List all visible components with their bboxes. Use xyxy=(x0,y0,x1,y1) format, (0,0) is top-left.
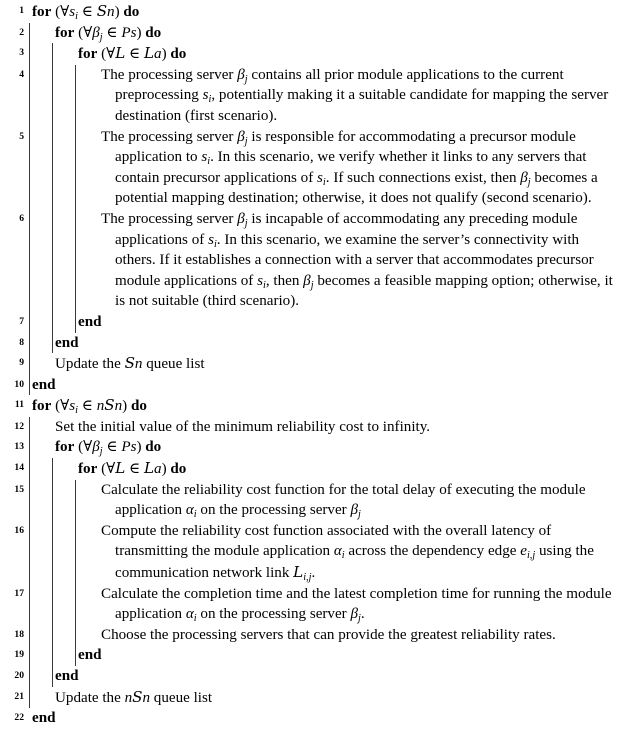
algorithm-line xyxy=(0,395,625,417)
statement-end: end xyxy=(55,334,79,351)
algorithm-line xyxy=(0,521,625,584)
line-number: 13 xyxy=(14,441,24,453)
line-number: 15 xyxy=(14,483,24,495)
statement-text: The processing server $\beta_j$ contains all prior module applications to the current preprocessing $s_i$, potentially making it a suitable candidate for mapping the server destination (first scenario). xyxy=(101,66,609,124)
statement-end: end xyxy=(32,710,56,727)
algorithm-line xyxy=(0,312,625,333)
indent-rule xyxy=(29,127,30,209)
indent-rule xyxy=(75,521,76,584)
statement-for: for (∀L ∈ La) do xyxy=(78,459,187,478)
statement-end: end xyxy=(32,376,56,393)
line-number: 7 xyxy=(19,315,24,327)
algorithm-line xyxy=(0,43,625,65)
line-number: 19 xyxy=(14,649,24,661)
indent-rule xyxy=(75,209,76,312)
line-number: 18 xyxy=(14,628,24,640)
line-number: 17 xyxy=(14,587,24,599)
statement-for: for ($\forall\beta_j$ ∈ Ps) do xyxy=(55,439,162,458)
line-body xyxy=(24,333,625,354)
indent-rule xyxy=(52,209,53,312)
algorithm-line xyxy=(0,437,625,458)
statement-text: Update the Sn queue list xyxy=(55,354,205,373)
line-body xyxy=(24,65,625,127)
statement-for: for ($\forall\beta_j$ ∈ Ps) do xyxy=(55,24,162,43)
line-body xyxy=(24,375,625,396)
algorithm-line xyxy=(0,708,625,729)
indent-rule xyxy=(52,625,53,646)
line-number: 12 xyxy=(14,420,24,432)
indent-rule xyxy=(29,375,30,396)
indent-rule xyxy=(75,127,76,209)
statement-text: The processing server $\beta_j$ is responsible for accommodating a precursor module application to $s_i$. In this scenario, we verify whether it links to any servers that contain precursor applications of $s_i$. If such connections exist, then $\beta_j$ becomes a potential mapping destination; otherwise, it does not qualify (second scenario). xyxy=(101,128,598,207)
indent-rule xyxy=(75,312,76,333)
algorithm-line xyxy=(0,333,625,354)
algorithm-line xyxy=(0,23,625,44)
indent-rule xyxy=(29,23,30,44)
line-body xyxy=(24,353,625,375)
indent-rule xyxy=(75,480,76,521)
indent-rule xyxy=(52,43,53,65)
algorithm-line xyxy=(0,65,625,127)
indent-rule xyxy=(52,645,53,666)
line-body xyxy=(24,23,625,44)
statement-text: Update the nSn queue list xyxy=(55,687,213,706)
line-number: 10 xyxy=(14,378,24,390)
indent-rule xyxy=(29,417,30,438)
indent-rule xyxy=(29,333,30,354)
algorithm-line xyxy=(0,480,625,521)
statement-for: for ($\forall s_i$ ∈ Sn) do xyxy=(32,2,140,22)
indent-rule xyxy=(52,521,53,584)
algorithm-line xyxy=(0,127,625,209)
indent-rule xyxy=(75,625,76,646)
indent-rule xyxy=(29,312,30,333)
indent-rule xyxy=(29,687,30,709)
line-body xyxy=(24,417,625,438)
statement-text: The processing server $\beta_j$ is incapable of accommodating any preceding module applications of $s_i$. In this scenario, we examine the server’s connectivity with others. If it establishes a connection with a server that accommodates precursor module applications of $s_i$, then $\beta_j$ becomes a feasible mapping option; otherwise, it is not suitable (third scenario). xyxy=(101,210,613,310)
statement-text: Calculate the reliability cost function for the total delay of executing the module application $\alpha_i$ on the processing server $\beta_j$ xyxy=(101,481,586,521)
line-number: 22 xyxy=(14,712,24,724)
line-body xyxy=(24,458,625,480)
algorithm-line xyxy=(0,209,625,312)
indent-rule xyxy=(29,480,30,521)
line-number: 3 xyxy=(19,47,24,59)
line-body xyxy=(24,395,625,417)
line-number: 2 xyxy=(19,26,24,38)
indent-rule xyxy=(52,480,53,521)
line-body xyxy=(24,521,625,584)
line-number: 9 xyxy=(19,357,24,369)
line-number: 4 xyxy=(19,68,24,80)
indent-rule xyxy=(29,521,30,584)
indent-rule xyxy=(29,353,30,375)
line-body xyxy=(24,43,625,65)
statement-end: end xyxy=(78,313,102,330)
line-body xyxy=(24,584,625,625)
indent-rule xyxy=(29,458,30,480)
line-number: 6 xyxy=(19,212,24,224)
indent-rule xyxy=(52,65,53,127)
line-number: 1 xyxy=(19,5,24,16)
indent-rule xyxy=(29,584,30,625)
algorithm-line xyxy=(0,458,625,480)
line-number: 20 xyxy=(14,670,24,681)
line-number: 5 xyxy=(19,130,24,142)
statement-text: Calculate the completion time and the latest completion time for running the module application $\alpha_i$ on the processing server $\beta_j$. xyxy=(101,585,612,625)
line-number: 11 xyxy=(14,399,24,411)
algorithm-line xyxy=(0,353,625,375)
line-number: 16 xyxy=(14,524,24,536)
line-body xyxy=(24,127,625,209)
line-body xyxy=(24,480,625,521)
indent-rule xyxy=(52,312,53,333)
indent-rule xyxy=(75,645,76,666)
indent-rule xyxy=(29,625,30,646)
line-body xyxy=(24,437,625,458)
statement-text: Choose the processing servers that can provide the greatest reliability rates. xyxy=(101,626,556,643)
statement-end: end xyxy=(78,647,102,664)
line-body xyxy=(24,625,625,646)
indent-rule xyxy=(29,209,30,312)
indent-rule xyxy=(52,458,53,480)
line-body xyxy=(24,1,625,23)
line-number: 14 xyxy=(14,462,24,474)
indent-rule xyxy=(75,584,76,625)
line-body xyxy=(24,687,625,709)
indent-rule xyxy=(52,584,53,625)
algorithm-line xyxy=(0,625,625,646)
line-number: 8 xyxy=(19,336,24,348)
statement-text: Compute the reliability cost function associated with the overall latency of transmitting the module application $\alpha_i$ across the dependency edge $e_{i,j}$ using the communication network link $L_{i,j}$. xyxy=(101,522,594,583)
algorithm-line xyxy=(0,645,625,666)
indent-rule xyxy=(29,65,30,127)
statement-end: end xyxy=(55,668,79,684)
line-body xyxy=(24,708,625,729)
algorithm-line xyxy=(0,375,625,396)
indent-rule xyxy=(75,65,76,127)
statement-for: for ($\forall s_i$ ∈ nSn) do xyxy=(32,396,147,417)
algorithm-line xyxy=(0,687,625,709)
statement-for: for (∀L ∈ La) do xyxy=(78,44,187,63)
statement-text: Set the initial value of the minimum reliability cost to infinity. xyxy=(55,418,431,435)
line-body xyxy=(24,209,625,312)
algorithm-line xyxy=(0,1,625,23)
algorithm-line xyxy=(0,417,625,438)
indent-rule xyxy=(29,645,30,666)
line-number: 21 xyxy=(14,690,24,702)
indent-rule xyxy=(29,437,30,458)
indent-rule xyxy=(52,127,53,209)
algorithm-line xyxy=(0,584,625,625)
line-body xyxy=(24,645,625,666)
indent-rule xyxy=(52,333,53,354)
line-body xyxy=(24,312,625,333)
indent-rule xyxy=(29,43,30,65)
